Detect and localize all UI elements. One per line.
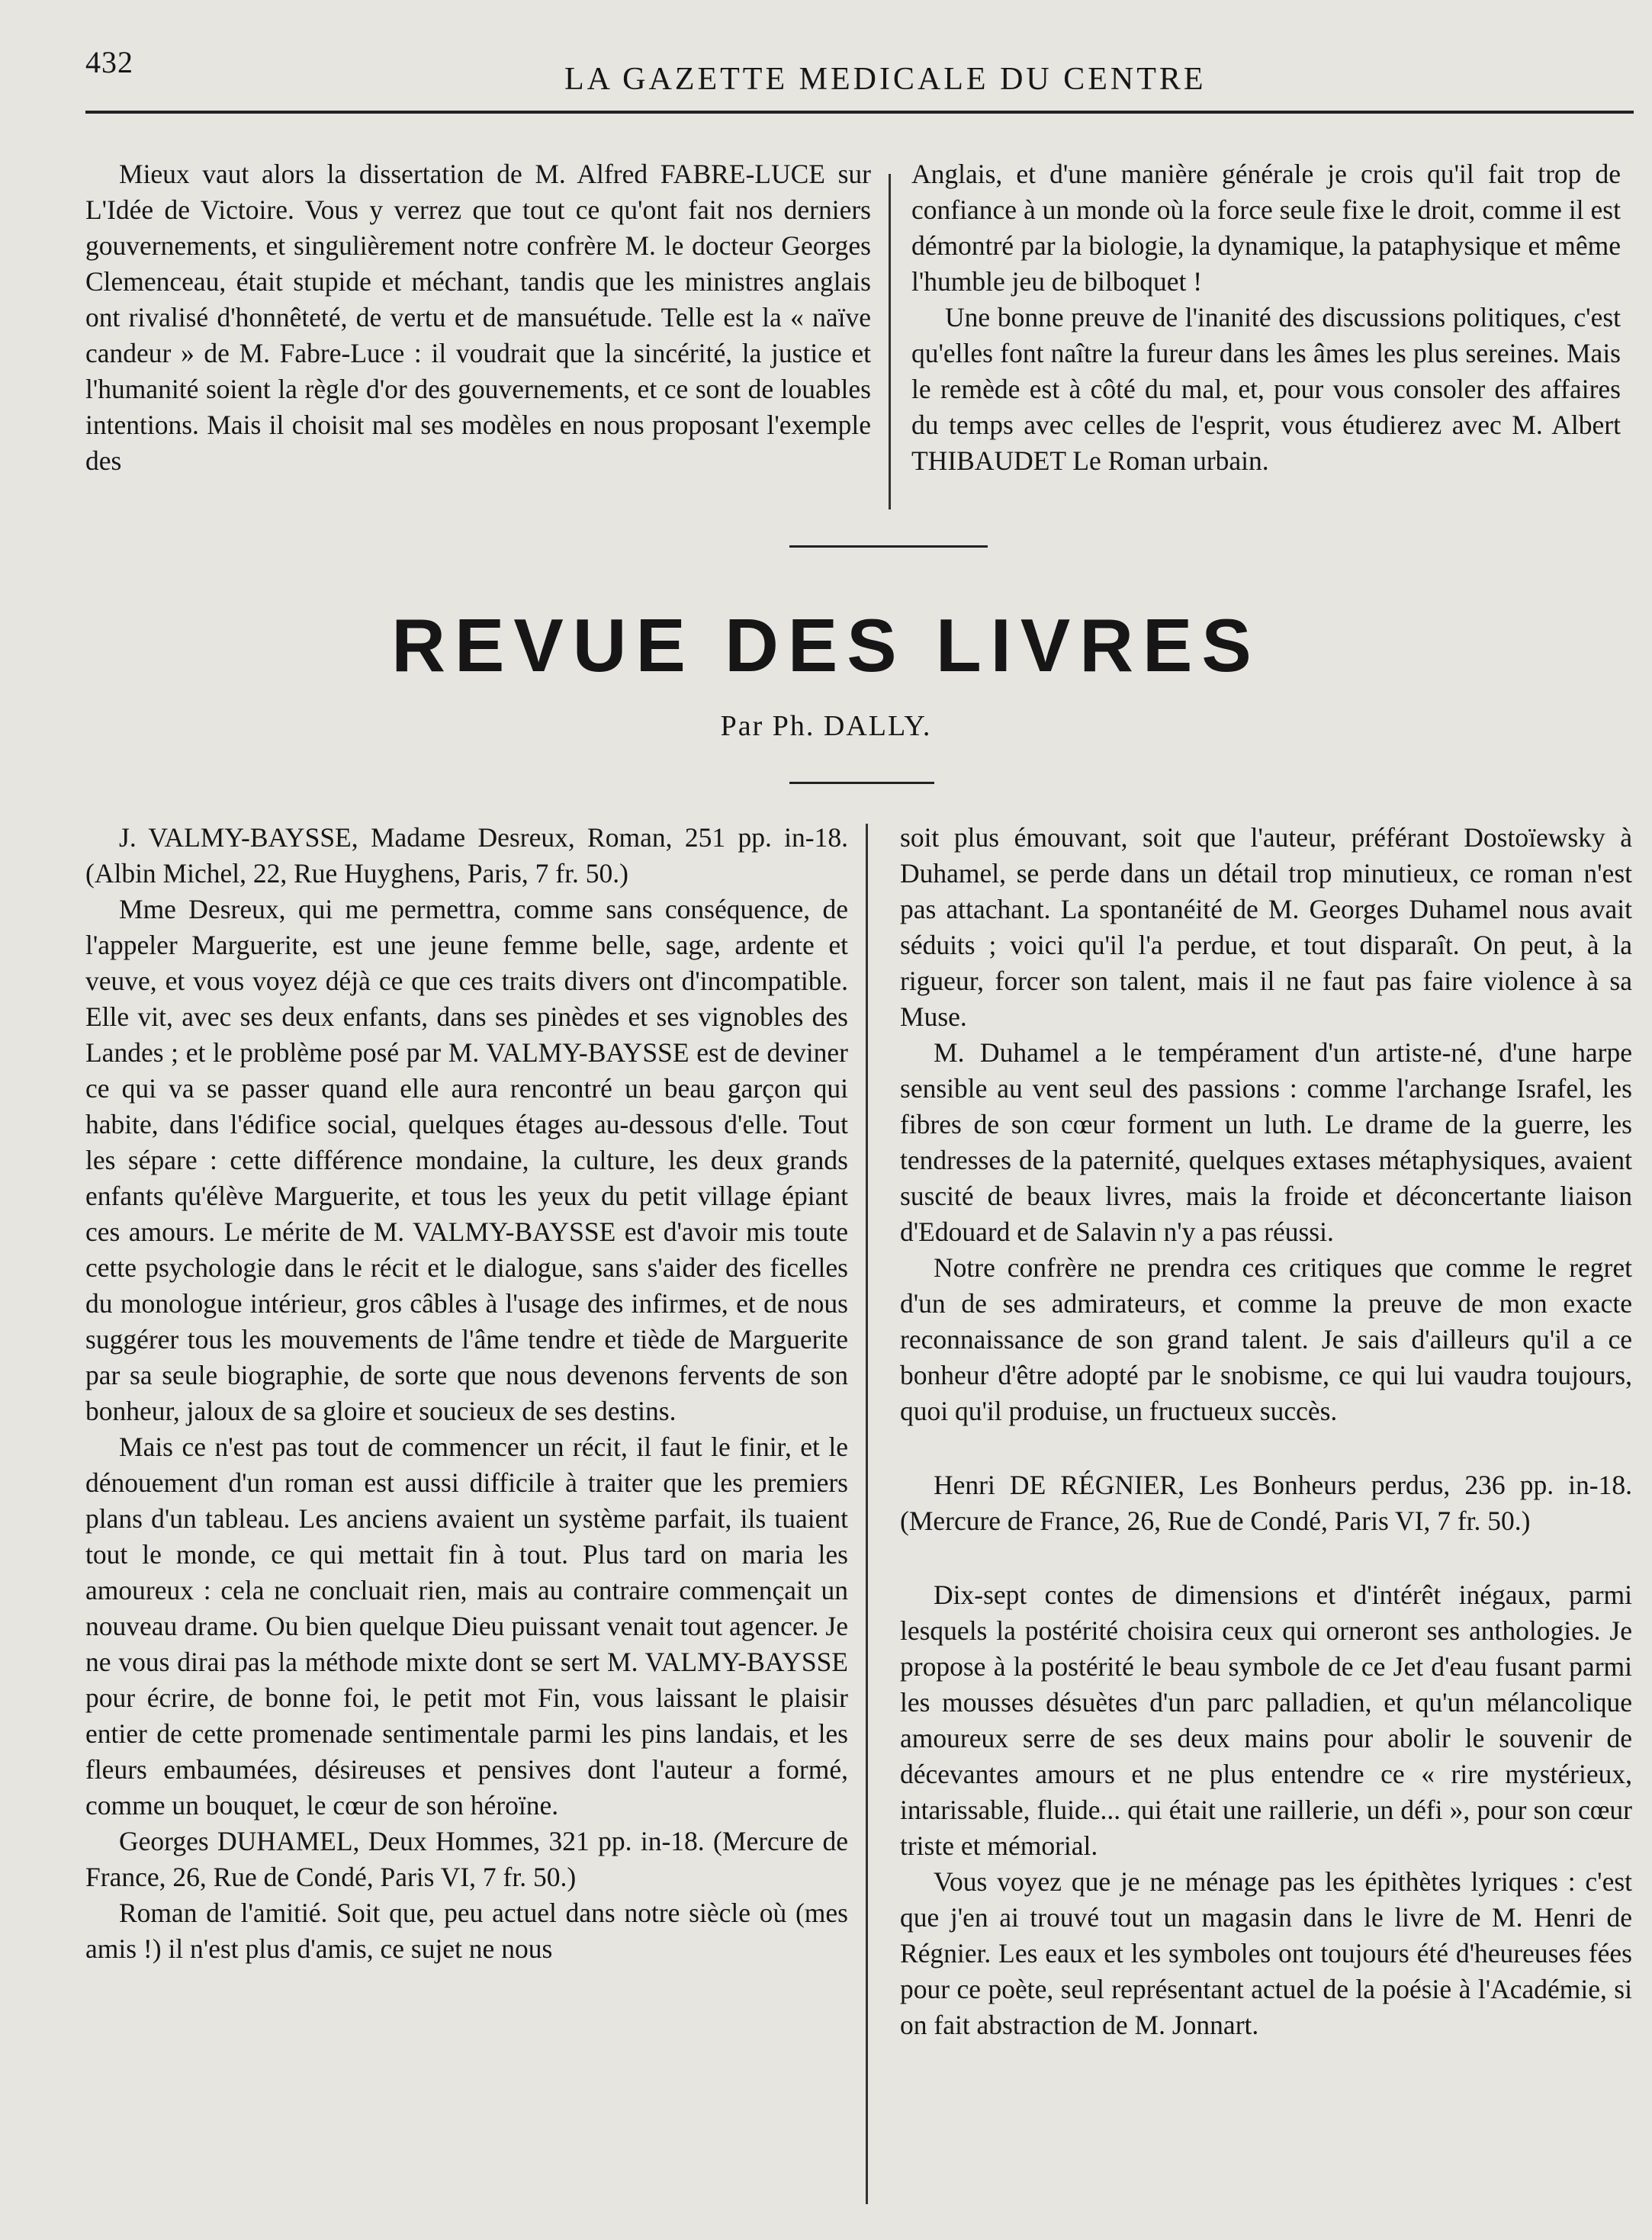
review-paragraph: Mais ce n'est pas tout de commencer un récit, il faut le finir, et le dénouement d'un roman est aussi difficile à traiter que les premiers plans d'un tableau. Les anciens avaient un système parfait, ils tuaient tout le monde, ce qui mettait fin à tout. Plus tard on maria les amoureux : cela ne concluait rien, mais au contraire commençait un nouveau drame. Ou bien quelque Dieu puissant venait tout agencer. Je ne vous dirai pas la méthode mixte dont se sert M. VALMY-BAYSSE pour écrire, de bonne foi, le petit mot Fin, vous laissant le plaisir entier de cette promenade sentimentale parmi les pins landais, et les fleurs embaumées, désireuses et pensives dont l'auteur a formé, comme un bouquet, le cœur de son héroïne. <box>85 1432 848 1821</box>
top-left-paragraph: Mieux vaut alors la dissertation de M. Alfred FABRE-LUCE sur L'Idée de Victoire. Vous y verrez que tout ce qu'ont fait nos derniers gouvernements, et singulièrement notre confrère M. le docteur Georges Clemenceau, était stupide et méchant, tandis que les ministres anglais ont rivalisé d'honnêteté, de vertu et de mansuétude. Telle est la « naïve candeur » de M. Fabre-Luce : il voudrait que la sincérité, la justice et l'humanité soient la règle d'or des gouvernements, et ce sont de louables intentions. Mais il choisit mal ses modèles en nous proposant l'exemple des <box>85 159 871 476</box>
review-paragraph: soit plus émouvant, soit que l'auteur, préférant Dostoïewsky à Duhamel, se perde dans un détail trop minutieux, ce roman n'est pas attachant. La spontanéité de M. Georges Duhamel nous avait séduits ; voici qu'il l'a perdue, et tout disparaît. On peut, à la rigueur, forcer son talent, mais il ne faut pas faire violence à sa Muse. <box>900 822 1632 1032</box>
review-paragraph: M. Duhamel a le tempérament d'un artiste-né, d'une harpe sensible au vent seul des passions : comme l'archange Israfel, les fibres de son cœur forment un luth. Le drame de la guerre, les tendresses de la paternité, quelques extases métaphysiques, avaient suscité de beaux livres, mais la froide et déconcertante liaison d'Edouard et de Salavin n'y a pas réussi. <box>900 1037 1632 1247</box>
section-rule-bottom <box>789 782 934 784</box>
reviews-right-column <box>900 820 1632 2043</box>
top-right-paragraph-2: Une bonne preuve de l'inanité des discussions politiques, c'est qu'elles font naître la fureur dans les âmes les plus sereines. Mais le remède est à côté du mal, et, pour vous consoler des affaires du temps avec celles de l'esprit, vous étudierez avec M. Albert THIBAUDET Le Roman urbain. <box>911 302 1621 476</box>
top-column-divider <box>889 174 891 509</box>
review-paragraph: Roman de l'amitié. Soit que, peu actuel dans notre siècle où (mes amis !) il n'est plus d'amis, ce sujet ne nous <box>85 1898 848 1964</box>
book-reference-valmy-baysse: J. VALMY-BAYSSE, Madame Desreux, Roman, 251 pp. in-18. (Albin Michel, 22, Rue Huyghens, Paris, 7 fr. 50.) <box>85 822 848 889</box>
book-reference-duhamel: Georges DUHAMEL, Deux Hommes, 321 pp. in-18. (Mercure de France, 26, Rue de Condé, Paris VI, 7 fr. 50.) <box>85 1826 848 1892</box>
journal-title: LA GAZETTE MEDICALE DU CENTRE <box>564 62 1207 97</box>
review-paragraph: Notre confrère ne prendra ces critiques que comme le regret d'un de ses admirateurs, et comme la preuve de mon exacte reconnaissance de son grand talent. Je sais d'ailleurs qu'il a ce bonheur d'être adopté par le snobisme, ce qui lui vaudra toujours, quoi qu'il produise, un fructueux succès. <box>900 1252 1632 1426</box>
top-left-column <box>85 156 871 479</box>
section-rule-top <box>789 545 988 548</box>
column-divider <box>866 824 868 2204</box>
header-rule <box>85 111 1634 114</box>
section-title: REVUE DES LIVRES <box>391 603 1261 687</box>
reviews-left-column <box>85 820 848 1967</box>
byline: Par Ph. DALLY. <box>720 710 932 742</box>
review-paragraph: Vous voyez que je ne ménage pas les épithètes lyriques : c'est que j'en ai trouvé tout un magasin dans le livre de M. Henri de Régnier. Les eaux et les symboles ont toujours été d'heureuses fées pour ce poète, seul représentant actuel de la poésie à l'Académie, si on fait abstraction de M. Jonnart. <box>900 1866 1632 2040</box>
page-number: 432 <box>85 45 133 79</box>
top-right-column <box>911 156 1621 479</box>
book-reference-regnier: Henri DE RÉGNIER, Les Bonheurs perdus, 236 pp. in-18. (Mercure de France, 26, Rue de Condé, Paris VI, 7 fr. 50.) <box>900 1470 1632 1536</box>
review-paragraph: Dix-sept contes de dimensions et d'intérêt inégaux, parmi lesquels la postérité choisira ceux qui orneront ses anthologies. Je propose à la postérité le beau symbole de ce Jet d'eau fusant parmi les mousses désuètes d'un parc palladien, et qu'un mélancolique amoureux serre de ses deux mains pour abolir le souvenir de décevantes amours et ne plus entendre ce « rire mystérieux, intarissable, fluide... qui était une raillerie, un défi », pour son cœur triste et mémorial. <box>900 1580 1632 1861</box>
top-right-paragraph-1: Anglais, et d'une manière générale je crois qu'il fait trop de confiance à un monde où la force seule fixe le droit, comme il est démontré par la biologie, la dynamique, la pataphysique et même l'humble jeu de bilboquet ! <box>911 159 1621 297</box>
review-paragraph: Mme Desreux, qui me permettra, comme sans conséquence, de l'appeler Marguerite, est une jeune femme belle, sage, ardente et veuve, et vous voyez déjà ce que ces traits divers ont d'incompatible. Elle vit, avec ses deux enfants, dans ses pinèdes et ses vignobles des Landes ; et le problème posé par M. VALMY-BAYSSE est de deviner ce qui va se passer quand elle aura rencontré un beau garçon qui habite, dans l'édifice social, quelques étages au-dessous d'elle. Tout les sépare : cette différence mondaine, la culture, les deux grands enfants qu'élève Marguerite, et tous les yeux du petit village épiant ces amours. Le mérite de M. VALMY-BAYSSE est d'avoir mis toute cette psychologie dans le récit et le dialogue, sans s'aider des ficelles du monologue intérieur, gros câbles à l'usage des infirmes, et de nous suggérer tous les mouvements de l'âme tendre et tiède de Marguerite par sa seule biographie, de sorte que nous devenons fervents de son bonheur, jaloux de sa gloire et soucieux de ses destins. <box>85 894 848 1426</box>
